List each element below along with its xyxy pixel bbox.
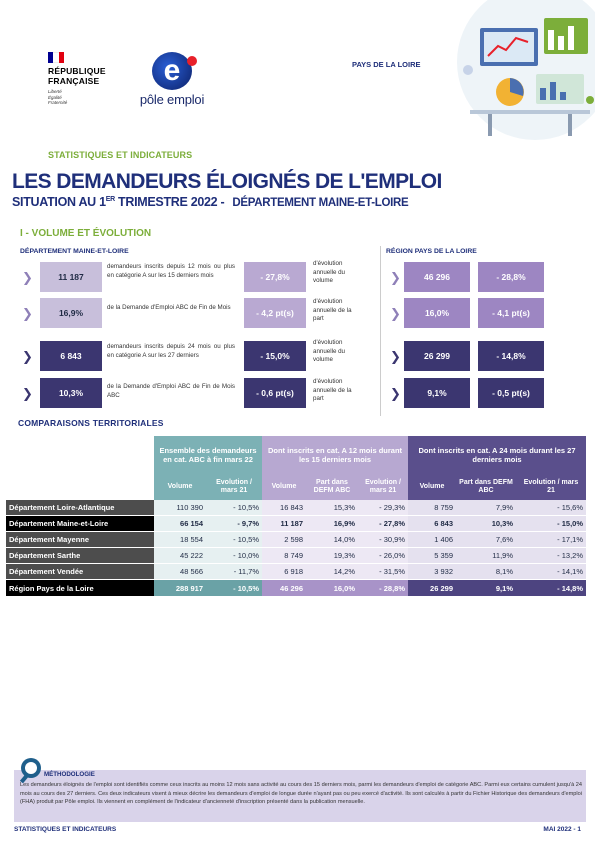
col-header-volume: Volume — [154, 474, 206, 500]
cell-volume: 6 843 — [408, 516, 456, 532]
evolution-description: d'évolution annuelle du volume — [313, 260, 345, 284]
col-header-volume: Volume — [408, 474, 456, 500]
arrow-icon: ❯ — [22, 386, 33, 401]
cell-part: 14,2% — [306, 564, 358, 580]
cell-volume: 3 932 — [408, 564, 456, 580]
cell-evolution: - 15,6% — [516, 500, 586, 516]
footer-right: MAI 2022 - 1 — [543, 826, 581, 833]
dept-evolution-box: - 4,2 pt(s) — [244, 298, 306, 328]
table-corner — [6, 436, 154, 474]
section-tag: STATISTIQUES ET INDICATEURS — [48, 150, 193, 160]
region-tag: PAYS DE LA LOIRE — [352, 60, 421, 69]
cell-evolution: - 11,7% — [206, 564, 262, 580]
dept-value-box: 10,3% — [40, 378, 102, 408]
table-group-header-row — [6, 436, 586, 474]
dept-evolution-box: - 27,8% — [244, 262, 306, 292]
region-value-box: 16,0% — [404, 298, 470, 328]
arrow-icon: ❯ — [390, 349, 401, 364]
cell-part: 16,0% — [306, 580, 358, 596]
cell-evolution: - 26,0% — [358, 548, 408, 564]
comparisons-table — [6, 436, 586, 596]
cell-volume: 6 918 — [262, 564, 306, 580]
cell-part: 9,1% — [456, 580, 516, 596]
dept-value-description: demandeurs inscrits depuis 12 mois ou plus en catégorie A sur les 15 derniers mois — [107, 263, 235, 279]
subtitle-prefix: SITUATION AU 1 — [12, 195, 106, 209]
arrow-icon: ❯ — [22, 306, 33, 321]
cell-volume: 16 843 — [262, 500, 306, 516]
region-label: RÉGION PAYS DE LA LOIRE — [386, 248, 477, 255]
arrow-icon: ❯ — [22, 349, 33, 364]
cell-volume: 1 406 — [408, 532, 456, 548]
cell-volume: 11 187 — [262, 516, 306, 532]
department-label: DÉPARTEMENT MAINE-ET-LOIRE — [20, 248, 129, 255]
page-subtitle — [12, 195, 408, 209]
cell-evolution: - 10,5% — [206, 580, 262, 596]
dept-value-description: de la Demande d'Emploi ABC de Fin de Mois ABC — [107, 383, 235, 399]
col-header-part: Part dans DEFM ABC — [456, 474, 516, 500]
region-evolution-box: - 4,1 pt(s) — [478, 298, 544, 328]
col-header-part: Part dans DEFM ABC — [306, 474, 358, 500]
cell-part: 10,3% — [456, 516, 516, 532]
table-row-highlighted — [6, 516, 586, 532]
row-label: Département Mayenne — [6, 532, 154, 548]
region-value-box: 9,1% — [404, 378, 470, 408]
pole-emploi-letter: e — [163, 54, 181, 87]
cell-part: 11,9% — [456, 548, 516, 564]
pole-emploi-logo — [132, 52, 212, 108]
table-sub-header-row — [6, 474, 586, 500]
row-label: Département Vendée — [6, 564, 154, 580]
rf-name-line2: FRANÇAISE — [48, 75, 100, 86]
cell-part: 14,0% — [306, 532, 358, 548]
dept-evolution-box: - 15,0% — [244, 341, 306, 371]
region-evolution-box: - 0,5 pt(s) — [478, 378, 544, 408]
footer-left: STATISTIQUES ET INDICATEURS — [14, 826, 117, 833]
table-row — [6, 500, 586, 516]
dept-value-description: de la Demande d'Emploi ABC de Fin de Mois — [107, 304, 231, 311]
cell-volume: 18 554 — [154, 532, 206, 548]
cell-evolution: - 14,1% — [516, 564, 586, 580]
cell-volume: 288 917 — [154, 580, 206, 596]
cell-volume: 2 598 — [262, 532, 306, 548]
cell-part: 8,1% — [456, 564, 516, 580]
cell-evolution: - 27,8% — [358, 516, 408, 532]
cell-evolution: - 9,7% — [206, 516, 262, 532]
evolution-description: d'évolution annuelle de la part — [313, 298, 352, 322]
cell-part: 7,9% — [456, 500, 516, 516]
cell-part: 7,6% — [456, 532, 516, 548]
cell-evolution: - 29,3% — [358, 500, 408, 516]
rf-name-line1: RÉPUBLIQUE — [48, 66, 106, 76]
rf-motto-2: Égalité — [48, 94, 62, 100]
arrow-icon: ❯ — [390, 306, 401, 321]
cell-volume: 26 299 — [408, 580, 456, 596]
table-total-row — [6, 580, 586, 596]
col-header-evolution: Evolution / mars 21 — [206, 474, 262, 500]
methodology-box — [14, 770, 586, 822]
table-row — [6, 564, 586, 580]
region-evolution-box: - 14,8% — [478, 341, 544, 371]
cell-part: 15,3% — [306, 500, 358, 516]
subtitle-superscript: ER — [105, 195, 115, 203]
arrow-icon: ❯ — [22, 270, 33, 285]
subtitle-suffix: TRIMESTRE 2022 - — [114, 195, 225, 209]
dept-value-box: 16,9% — [40, 298, 102, 328]
cell-volume: 46 296 — [262, 580, 306, 596]
cell-part: 19,3% — [306, 548, 358, 564]
pole-emploi-circle-icon — [152, 52, 192, 90]
table-row — [6, 548, 586, 564]
table-row — [6, 532, 586, 548]
magnifier-icon — [18, 757, 44, 783]
divider — [380, 246, 381, 416]
cell-evolution: - 30,9% — [358, 532, 408, 548]
cell-evolution: - 10,0% — [206, 548, 262, 564]
cell-volume: 8 749 — [262, 548, 306, 564]
cell-volume: 66 154 — [154, 516, 206, 532]
page-title: LES DEMANDEURS ÉLOIGNÉS DE L'EMPLOI — [12, 170, 442, 193]
cell-volume: 48 566 — [154, 564, 206, 580]
dept-evolution-box: - 0,6 pt(s) — [244, 378, 306, 408]
row-label: Département Loire-Atlantique — [6, 500, 154, 516]
table-corner — [6, 474, 154, 500]
cell-volume: 8 759 — [408, 500, 456, 516]
group-header-24-months: Dont inscrits en cat. A 24 mois durant les 27 derniers mois — [408, 436, 586, 474]
region-value-box: 46 296 — [404, 262, 470, 292]
cell-part: 16,9% — [306, 516, 358, 532]
dept-value-description: demandeurs inscrits depuis 24 mois ou plus en catégorie A sur les 27 derniers — [107, 343, 235, 359]
data-analysis-illustration — [440, 0, 595, 150]
cell-volume: 45 222 — [154, 548, 206, 564]
rf-motto-1: Liberté — [48, 89, 62, 94]
rf-motto-3: Fraternité — [48, 100, 68, 105]
row-label: Région Pays de la Loire — [6, 580, 154, 596]
evolution-description: d'évolution annuelle de la part — [313, 378, 352, 402]
evolution-description: d'évolution annuelle du volume — [313, 339, 345, 363]
volume-heading: I - VOLUME ET ÉVOLUTION — [20, 228, 152, 239]
region-evolution-box: - 28,8% — [478, 262, 544, 292]
cell-evolution: - 17,1% — [516, 532, 586, 548]
republique-francaise-logo — [48, 52, 118, 106]
pole-emploi-dot-icon — [187, 56, 197, 66]
cell-evolution: - 31,5% — [358, 564, 408, 580]
methodology-title: MÉTHODOLOGIE — [44, 771, 95, 778]
cell-evolution: - 13,2% — [516, 548, 586, 564]
rf-motto — [48, 89, 118, 106]
cell-evolution: - 28,8% — [358, 580, 408, 596]
dept-value-box: 11 187 — [40, 262, 102, 292]
cell-evolution: - 14,8% — [516, 580, 586, 596]
col-header-evolution: Evolution / mars 21 — [358, 474, 408, 500]
group-header-all: Ensemble des demandeurs en cat. ABC à fin mars 22 — [154, 436, 262, 474]
region-value-box: 26 299 — [404, 341, 470, 371]
row-label: Département Sarthe — [6, 548, 154, 564]
subtitle-department: DÉPARTEMENT MAINE-ET-LOIRE — [232, 197, 409, 209]
group-header-12-months: Dont inscrits en cat. A 12 mois durant les 15 derniers mois — [262, 436, 408, 474]
col-header-volume: Volume — [262, 474, 306, 500]
cell-volume: 5 359 — [408, 548, 456, 564]
cell-evolution: - 10,5% — [206, 500, 262, 516]
arrow-icon: ❯ — [390, 270, 401, 285]
dept-value-box: 6 843 — [40, 341, 102, 371]
comparisons-title: COMPARAISONS TERRITORIALES — [18, 418, 164, 428]
cell-evolution: - 15,0% — [516, 516, 586, 532]
pole-emploi-wordmark: pôle emploi — [139, 92, 205, 107]
flag-icon — [48, 52, 64, 63]
col-header-evolution: Evolution / mars 21 — [516, 474, 586, 500]
cell-volume: 110 390 — [154, 500, 206, 516]
arrow-icon: ❯ — [390, 386, 401, 401]
cell-evolution: - 10,5% — [206, 532, 262, 548]
methodology-text: Les demandeurs éloignés de l'emploi sont identifiés comme ceux inscrits au moins 12 mois sans activité au cours des 15 derniers mois, parmi les demandeurs d'emploi de catégorie ABC. Parmi eux certains cumulent jusqu'à 24 mois au cours des 27 derniers. Ces deux indicateurs visent à mieux décrire les demandeurs d'emploi de longue durée n'ayant pas ou peu exercé d'activité. Ils sont calculés à partir du Fichier Historique des demandeurs d'emploi (FHA) produit par Pôle emploi. Ils viennent en complément de l'indicateur d'ancienneté d'inscription présenté dans la publication mensuelle. — [20, 782, 582, 806]
row-label: Département Maine-et-Loire — [6, 516, 154, 532]
